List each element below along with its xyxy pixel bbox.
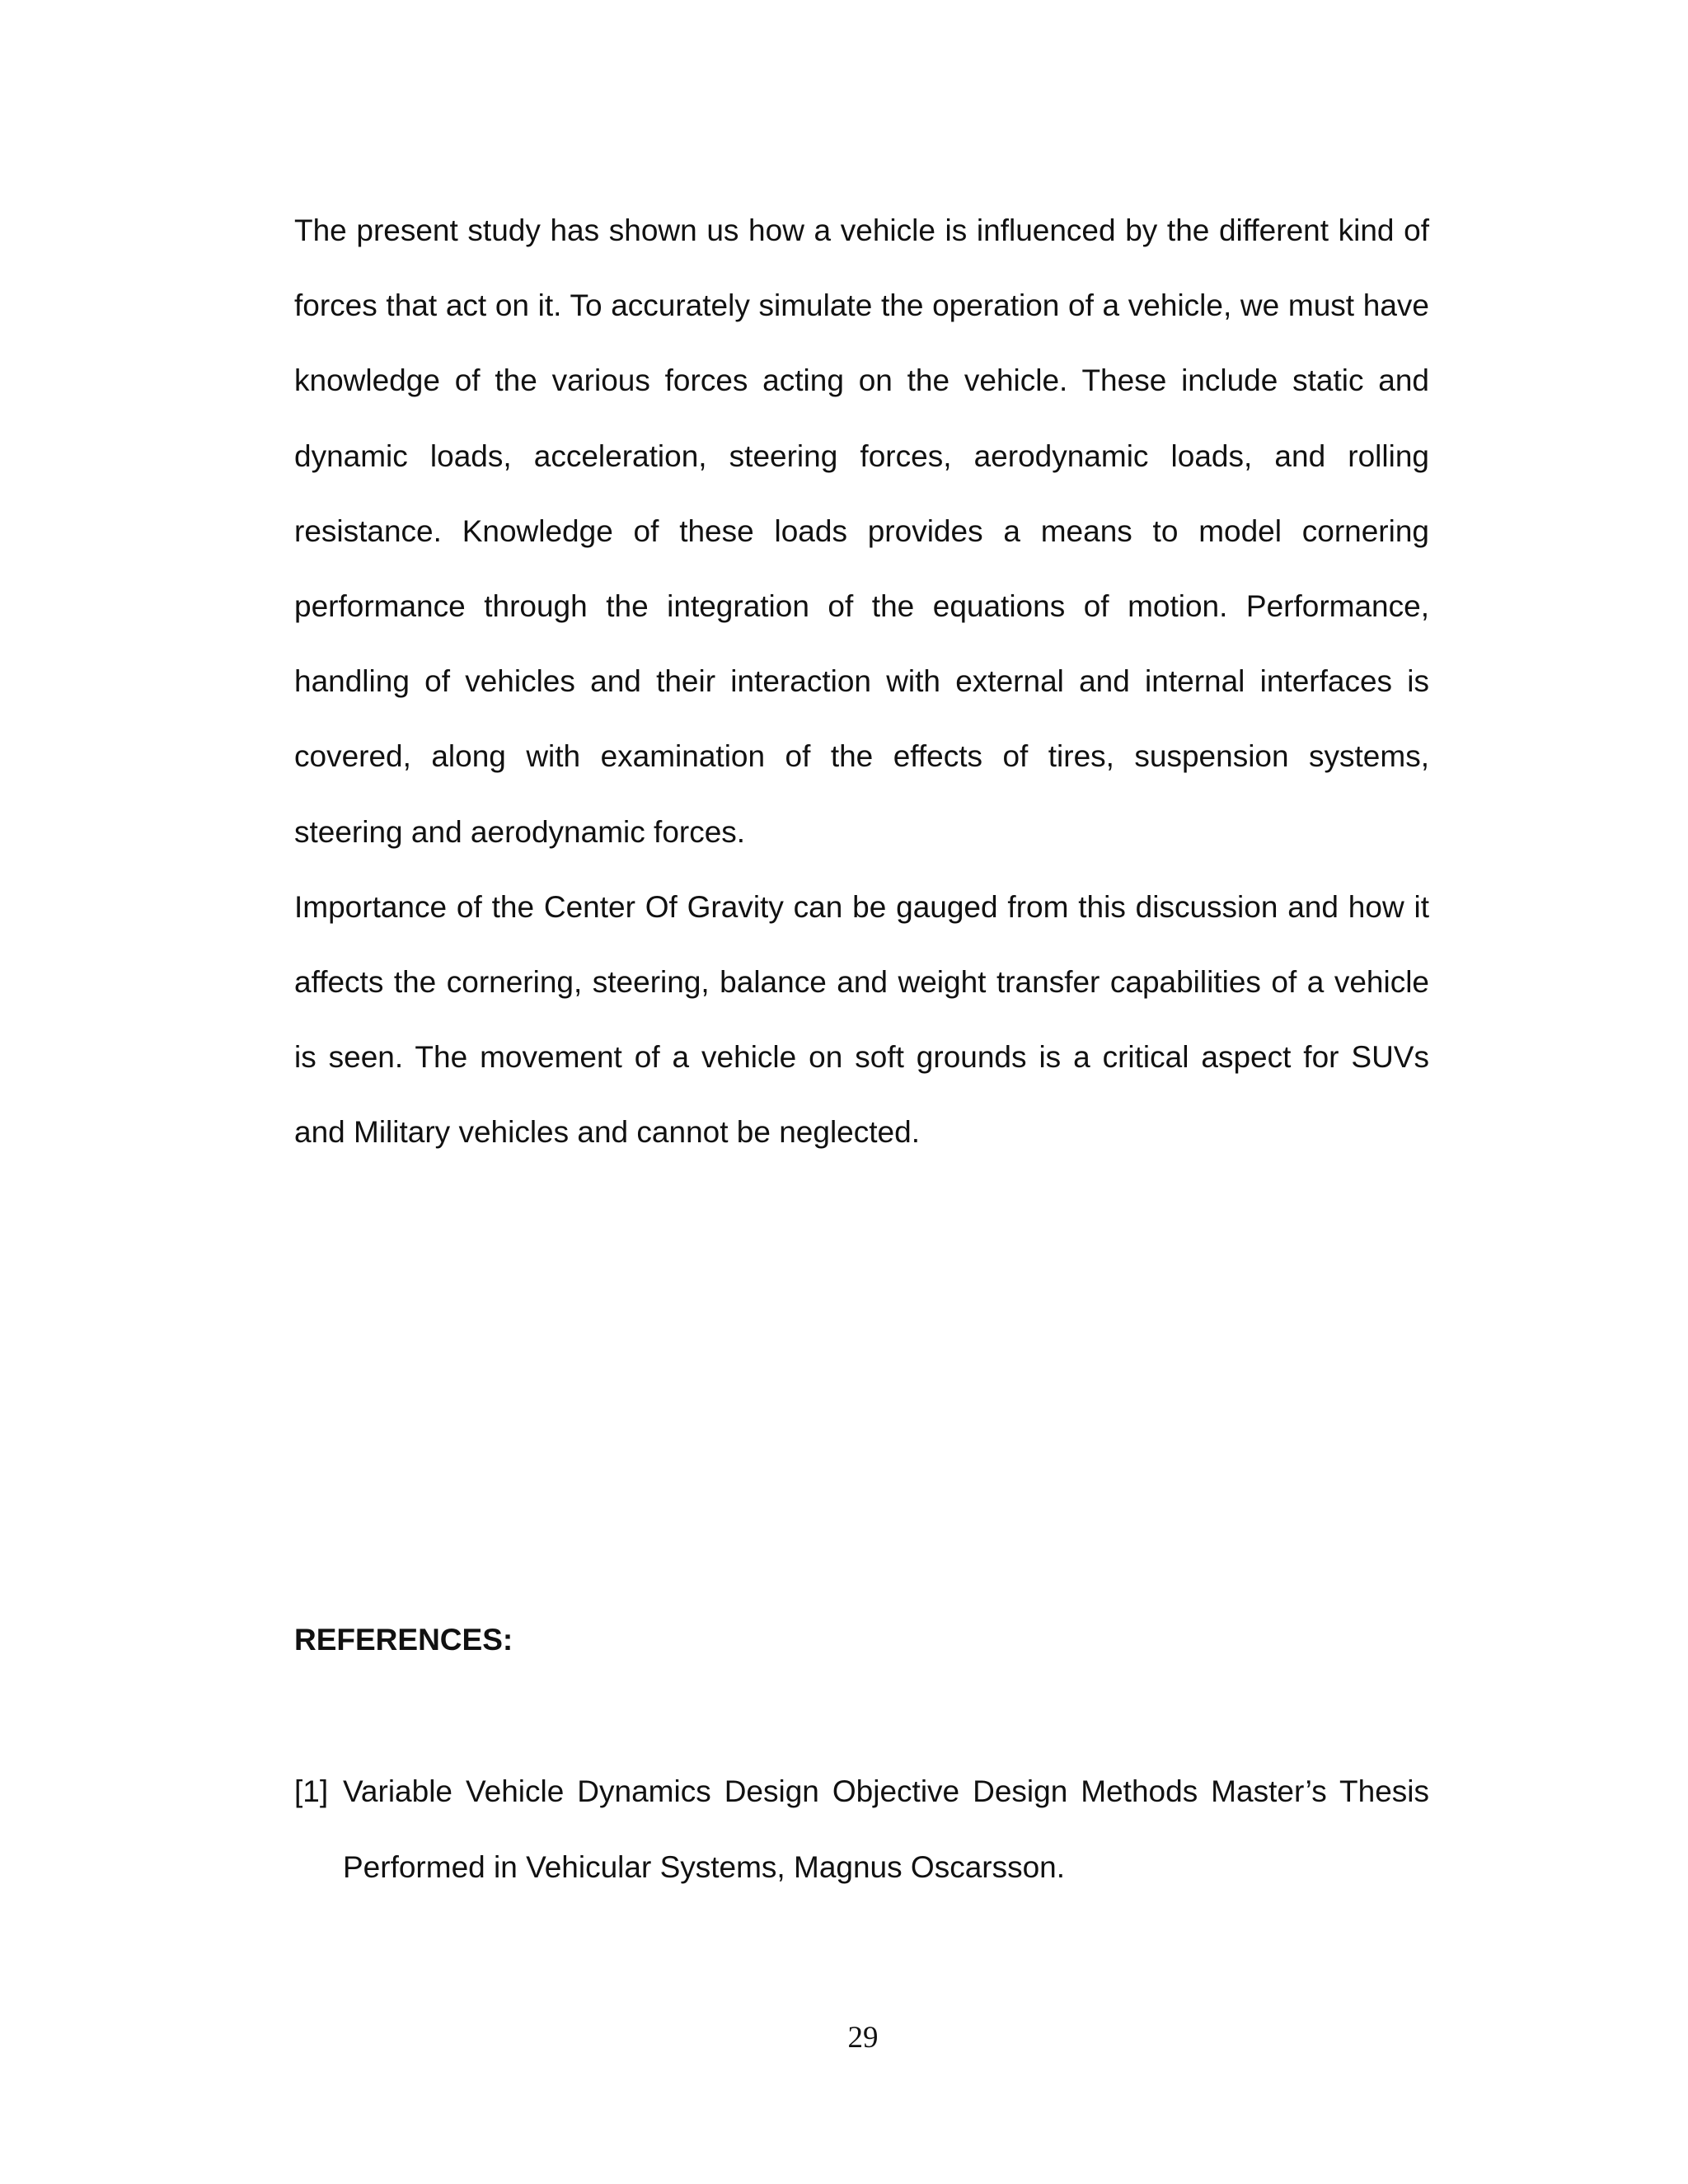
reference-list (294, 1754, 1429, 1905)
reference-item (294, 1754, 1429, 1905)
page-number: 29 (847, 2021, 879, 2055)
paragraph-forces-summary: The present study has shown us how a vehicle is influenced by the different kind of forces that act on it. To accurately simulate the operation of a vehicle, we must have knowledge of the various forces acting on the vehicle. These include static and dynamic loads, acceleration, steering forces, aerodynamic loads, and rolling resistance. Knowledge of these loads provides a means to model cornering performance through the integration of the equations of motion. Performance, handling of vehicles and their interaction with external and internal interfaces is covered, along with examination of the effects of tires, suspension systems, steering and aerodynamic forces. (294, 213, 1429, 849)
reference-text: Variable Vehicle Dynamics Design Objective Design Methods Master’s Thesis Performed in Vehicular Systems, Magnus Oscarsson. (343, 1774, 1429, 1884)
references-heading: REFERENCES: (294, 1623, 513, 1657)
reference-marker: [1] (294, 1774, 329, 1808)
paragraph-center-of-gravity: Importance of the Center Of Gravity can be gauged from this discussion and how it affects the cornering, steering, balance and weight transfer capabilities of a vehicle is seen. The movement of a vehicle on soft grounds is a critical aspect for SUVs and Military vehicles and cannot be neglected. (294, 889, 1429, 1150)
body-text (294, 193, 1429, 1170)
